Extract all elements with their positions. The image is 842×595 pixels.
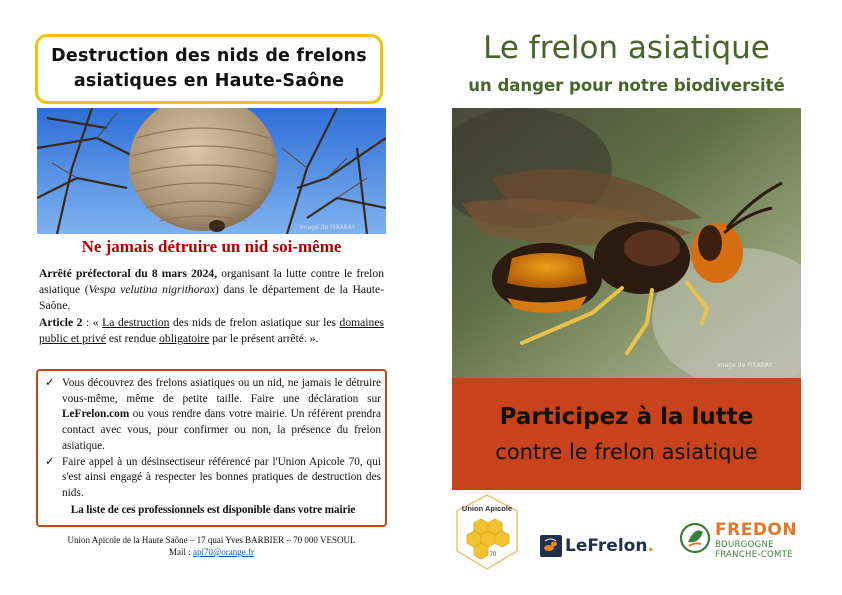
left-title-line1: Destruction des nids de frelons xyxy=(51,46,367,66)
checkmark-icon: ✓ xyxy=(45,377,55,389)
footer-mail-link[interactable]: api70@orange.fr xyxy=(192,547,254,557)
footer-mail-line xyxy=(36,546,387,558)
nest-photo-credit: Image de PIXABAY xyxy=(300,224,356,231)
instruction-item-1 xyxy=(45,376,381,455)
left-title-box xyxy=(35,34,383,104)
cta-line-2: contre le frelon asiatique xyxy=(495,440,758,464)
article-underline-2: domaines public et privé xyxy=(39,315,384,345)
arrete-text-block xyxy=(39,266,384,347)
instructions-box xyxy=(36,369,387,527)
article-text-2: est rendue xyxy=(105,331,160,345)
arrete-text-2: ) dans le département de la Haute-Saône. xyxy=(39,283,384,313)
cta-line-1: Participez à la lutte xyxy=(499,404,754,430)
footer-address xyxy=(36,534,387,558)
left-title-line2: asiatiques en Haute-Saône xyxy=(73,71,345,91)
arrete-text-1: organisant la lutte contre le frelon asiatique ( xyxy=(39,267,384,297)
instruction-1-part-2: ou vous rendre dans votre mairie. Un référent prendra contact avec vous, pour confirmer ou non, la présence du frelon asiatique. xyxy=(62,408,381,452)
instruction-item-2 xyxy=(45,455,381,502)
instruction-1-part-1: Vous découvrez des frelons asiatiques ou un nid, ne jamais le détruire vous-même, même de petite taille. Faire une déclaration sur xyxy=(62,377,381,405)
footer-address-line: Union Apicole de la Haute Saône – 17 quai Yves BARBIER – 70 000 VESOUL xyxy=(67,535,356,545)
union-apicole-logo xyxy=(454,493,520,571)
professionals-note: La liste de ces professionnels est disponible dans votre mairie xyxy=(70,503,356,516)
instruction-text-1 xyxy=(62,376,381,455)
fredon-name: FREDON xyxy=(715,520,798,540)
union-apicole-name: Union Apicole xyxy=(461,504,513,513)
lefrelon-frelon: Frelon xyxy=(587,536,648,556)
article-underline-3: obligatoire xyxy=(159,331,210,345)
fredon-region-1: BOURGOGNE xyxy=(715,540,774,550)
species-name: Vespa velutina nigrithorax xyxy=(88,283,215,297)
article-underline-1: La destruction xyxy=(102,315,170,329)
checkmark-icon: ✓ xyxy=(45,455,55,468)
lefrelon-logo xyxy=(540,533,654,559)
union-apicole-number: 70 xyxy=(489,552,497,558)
asian-hornet-photo xyxy=(452,108,801,378)
lefrelon-le: Le xyxy=(565,536,588,556)
arrete-paragraph xyxy=(39,266,384,315)
fredon-region-2: FRANCHE-COMTÉ xyxy=(715,550,793,560)
article-prefix: : « xyxy=(82,315,103,329)
article-text-3: par le présent arrêté. ». xyxy=(209,331,319,345)
hornet-nest-photo xyxy=(37,108,386,234)
article-label: Article 2 xyxy=(39,315,83,329)
arrete-date: Arrêté préfectoral du 8 mars 2024, xyxy=(39,267,218,280)
subtitle: un danger pour notre biodiversité xyxy=(468,76,785,95)
fredon-leaf-icon xyxy=(679,520,711,558)
article-paragraph xyxy=(39,315,384,347)
lefrelon-hornet-icon xyxy=(540,535,562,557)
lefrelon-site-link[interactable]: LeFrelon.com xyxy=(62,408,130,421)
instruction-text-2: Faire appel à un désinsectiseur référencé par l'Union Apicole 70, qui s'est ainsi engagé à respecter les bonnes pratiques de destruction des nids. xyxy=(62,455,381,499)
lefrelon-wordmark xyxy=(565,536,654,556)
call-to-action-box xyxy=(452,378,801,490)
warning-heading: Ne jamais détruire un nid soi-même xyxy=(81,237,342,256)
fredon-logo xyxy=(679,518,803,560)
main-title: Le frelon asiatique xyxy=(483,30,770,66)
hornet-photo-credit: Image de PIXABAY xyxy=(717,362,773,369)
footer-mail-label: Mail : xyxy=(168,547,193,557)
article-text-1: des nids de frelon asiatique sur les xyxy=(169,315,340,329)
lefrelon-dot: . xyxy=(647,536,654,556)
